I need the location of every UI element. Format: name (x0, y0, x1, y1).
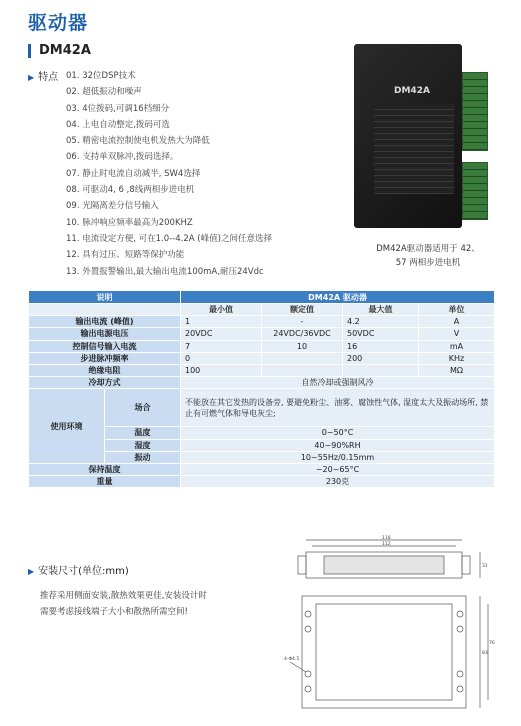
table-row: 使用环境 场合 不能放在其它发热的设备旁, 要避免粉尘、油雾、腐蚀性气体, 湿度太大及振动场所, 禁止有可燃气体和导电灰尘; (29, 389, 495, 427)
table-row: 步进脉冲频率 0 200 KHz (29, 352, 495, 364)
table-row: 绝缘电阻 100 MΩ (29, 364, 495, 376)
feature-item: 11. 电流设定方便, 可在1.0--4.2A (峰值)之间任意选择 (66, 233, 272, 244)
dim-top-inner: 112 (382, 542, 391, 547)
driver-body (354, 44, 462, 228)
header-desc: 说明 (29, 291, 181, 304)
page-title: 驱动器 (28, 12, 89, 34)
dimension-drawing (284, 534, 496, 720)
dim-top: 118 (382, 536, 391, 541)
feature-item: 01. 32位DSP技术 (66, 71, 136, 81)
product-image (348, 44, 498, 234)
table-row: 输出电源电压 20VDC 24VDC/36VDC 50VDC V (29, 328, 495, 340)
table-row: 保持温度 −20~65°C (29, 463, 495, 475)
header-model: DM42A 驱动器 (181, 291, 495, 304)
subheader-rated: 额定值 (262, 304, 343, 316)
table-row: 湿度 40~90%RH (29, 439, 495, 451)
dim-height: 83 (482, 651, 488, 656)
table-row: 温度 0~50°C (29, 427, 495, 439)
feature-item: 03. 4位拨码,可调16档细分 (66, 103, 170, 114)
feature-item: 07. 静止时电流自动减半, SW4选择 (66, 168, 201, 179)
feature-item: 12. 具有过压、短路等保护功能 (66, 250, 185, 261)
feature-item: 05. 精密电流控制使电机发热大为降低 (66, 136, 210, 147)
subheader-unit: 单位 (419, 304, 495, 316)
terminal-block-top (462, 72, 488, 151)
dim-inner-height: 76 (489, 641, 495, 646)
dim-hole: 4-Φ4.5 (284, 657, 300, 662)
table-row: 冷却方式 自然冷却或强制风冷 (29, 377, 495, 389)
triangle-icon: ▶ (28, 73, 35, 82)
feature-item: 04. 上电自动整定,拨码可选 (66, 119, 170, 130)
table-row: 控制信号输入电流 7 10 16 mA (29, 340, 495, 352)
subheader-min: 最小值 (181, 304, 262, 316)
feature-item: 06. 支持单双脉冲,拨码选择。 (66, 152, 179, 163)
feature-item: 10. 脉冲响应频率最高为200KHZ (66, 217, 193, 228)
subheader-max: 最大值 (343, 304, 419, 316)
table-row: 重量 230克 (29, 476, 495, 488)
env-label: 使用环境 (29, 389, 105, 464)
install-label: ▶ 安装尺寸(单位:mm) (28, 566, 129, 577)
spec-table (28, 290, 495, 488)
feature-item: 09. 光隔离差分信号输入 (66, 201, 159, 212)
table-row: 振动 10~55Hz/0.15mm (29, 451, 495, 463)
subheader-blank (29, 304, 181, 316)
label-panel (374, 104, 454, 194)
features-label: ▶ 特点 (28, 72, 59, 83)
table-row: 输出电流 (峰值) 1 - 4.2 A (29, 316, 495, 328)
feature-item: 02. 超低振动和噪声 (66, 87, 142, 98)
install-text: 推荐采用侧面安装,散热效果更佳,安装设计时 需要考虑接线端子大小和散热所需空间! (40, 591, 207, 617)
model-title: DM42A (28, 44, 91, 58)
feature-item: 08. 可驱动4, 6 ,8线两相步进电机 (66, 185, 195, 196)
features-list (66, 68, 272, 280)
feature-item: 13. 外置报警输出,最大输出电流100mA,耐压24Vdc (66, 266, 264, 277)
product-label: DM42A (394, 86, 430, 96)
dim-side: 31 (482, 564, 488, 569)
product-caption: DM42A驱动器适用于 42、 57 两相步进电机 (376, 244, 480, 268)
terminal-block-bottom (462, 162, 488, 220)
triangle-icon: ▶ (28, 567, 35, 576)
